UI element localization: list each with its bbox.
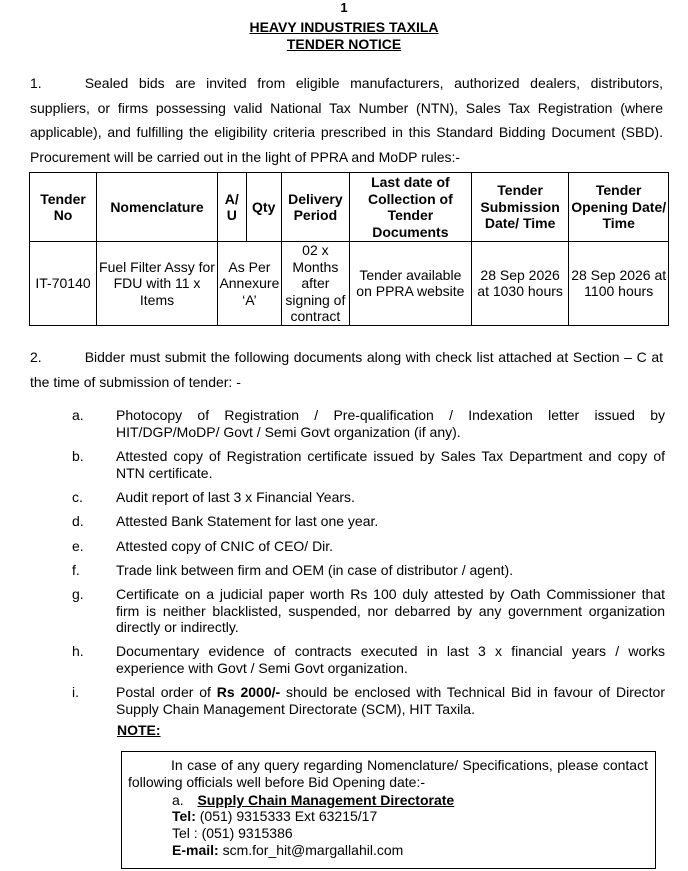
list-item-letter: a.	[72, 407, 84, 423]
contact-tel-1	[172, 808, 377, 825]
header-opening: Tender Opening Date/ Time	[569, 173, 669, 242]
list-item-letter: b.	[72, 448, 84, 464]
paragraph-2-text: Bidder must submit the following documents along with check list attached at Section – C at the time of submission of tender: -	[30, 349, 663, 390]
header-tender-no: Tender No	[30, 173, 97, 242]
list-item-text: Audit report of last 3 x Financial Years.	[116, 489, 355, 505]
table-header-row	[30, 173, 669, 242]
tel-label: Tel:	[172, 808, 196, 824]
list-item-text: Trade link between firm and OEM (in case of distributor / agent).	[116, 562, 514, 578]
cell-submission: 28 Sep 2026 at 1030 hours	[471, 242, 569, 326]
contact-tel-2: Tel : (051) 9315386	[172, 825, 293, 841]
paragraph-1	[30, 71, 663, 169]
email-label: E-mail:	[172, 842, 219, 858]
page-number: 1	[340, 0, 348, 15]
contact-box	[121, 751, 656, 869]
list-item-text	[116, 684, 665, 717]
organization-title: HEAVY INDUSTRIES TAXILA	[249, 19, 439, 35]
note-heading: NOTE:	[117, 722, 161, 738]
cell-opening: 28 Sep 2026 at 1100 hours	[569, 242, 669, 326]
postal-order-text: Postal order of	[116, 684, 217, 700]
paragraph-1-text: Sealed bids are invited from eligible manufacturers, authorized dealers, distributors, suppliers, or firms possessing valid National Tax Number (NTN), Sales Tax Registration (where applicable), and fulfilling the eligibility criteria prescribed in this Standard Bidding Document (SBD). Procurement will be carried out in the light of PPRA and MoDP rules:-	[30, 75, 663, 165]
table-row	[30, 242, 669, 326]
cell-au: As Per Annexure ‘A’	[217, 242, 281, 326]
cell-collection: Tender available on PPRA website	[349, 242, 471, 326]
list-item-letter: g.	[72, 586, 84, 602]
contact-intro-text: In case of any query regarding Nomenclature/ Specifications, please contact following officials well before Bid Opening date:-	[128, 757, 648, 790]
paragraph-2	[30, 345, 663, 394]
directorate-name: Supply Chain Management Directorate	[197, 792, 455, 808]
tel-value: (051) 9315333 Ext 63215/17	[195, 808, 378, 824]
list-item-letter: i.	[72, 684, 79, 700]
header-delivery-period: Delivery Period	[281, 173, 349, 242]
header-last-date-collection: Last date of Collection of Tender Documents	[349, 173, 471, 242]
contact-email	[172, 842, 403, 859]
header-au: A/ U	[217, 173, 246, 242]
cell-tender-no: IT-70140	[30, 242, 97, 326]
postal-order-text-rest: should be enclosed with Technical Bid in favour of Director Supply Chain Management Directorate (SCM), HIT Taxila.	[116, 684, 666, 717]
postal-order-amount: Rs 2000/-	[216, 684, 281, 700]
list-item-text: Attested Bank Statement for last one year.	[116, 513, 379, 529]
list-item-text: Documentary evidence of contracts executed in last 3 x financial years / works experience with Govt / Semi Govt organization.	[116, 643, 665, 676]
contact-directorate	[172, 792, 454, 809]
header-qty: Qty	[246, 173, 281, 242]
list-item-letter: d.	[72, 513, 84, 529]
list-item-text: Attested copy of CNIC of CEO/ Dir.	[116, 538, 334, 554]
list-item-letter: c.	[72, 489, 83, 505]
email-value: scm.for_hit@margallahil.com	[218, 842, 404, 858]
header-submission: Tender Submission Date/ Time	[471, 173, 569, 242]
header-nomenclature: Nomenclature	[97, 173, 218, 242]
list-item-letter: e.	[72, 538, 84, 554]
cell-delivery-period: 02 x Months after signing of contract	[281, 242, 349, 326]
cell-nomenclature: Fuel Filter Assy for FDU with 11 x Items	[97, 242, 218, 326]
list-item-text: Attested copy of Registration certificate issued by Sales Tax Department and copy of NTN certificate.	[116, 448, 665, 481]
contact-letter: a.	[172, 792, 184, 808]
paragraph-2-number: 2.	[30, 349, 42, 365]
paragraph-1-number: 1.	[30, 75, 42, 91]
contact-intro	[128, 757, 648, 791]
list-item-text: Photocopy of Registration / Pre-qualification / Indexation letter issued by HIT/DGP/MoDP/ Govt / Semi Govt organization (if any).	[116, 407, 665, 440]
list-item-letter: f.	[72, 562, 80, 578]
tender-table	[29, 172, 669, 326]
list-item-letter: h.	[72, 643, 84, 659]
list-item-text: Certificate on a judicial paper worth Rs 100 duly attested by Oath Commissioner that firm is neither blacklisted, suspended, nor debarred by any government organization directly or indirectly.	[116, 586, 665, 635]
tender-notice-title: TENDER NOTICE	[286, 36, 402, 52]
